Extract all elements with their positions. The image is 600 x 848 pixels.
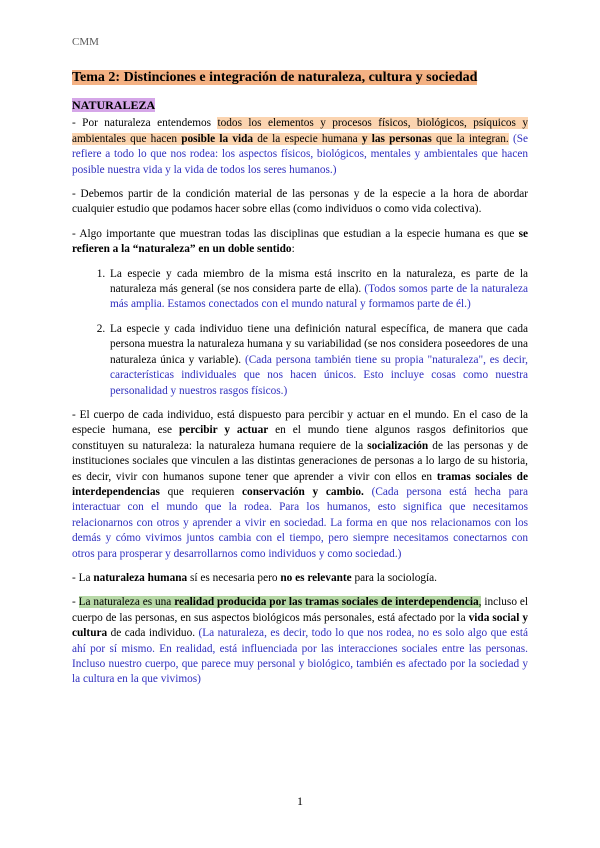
paragraph-definition: - Por naturaleza entendemos todos los elementos y procesos físicos, biológicos, psíquicos y ambientales que hacen posible la vida de la especie humana y las personas que la integran. (Se refiere a todo lo que nos rodea: los aspectos físicos, biológicos, mentales y ambientales que hacen posible nuestra vida y la vida de todos los seres humanos.) (72, 117, 529, 176)
page-number: 1 (297, 794, 303, 808)
paragraph-double-sense: - Algo importante que muestran todas las disciplinas que estudian a la especie humana es que se refieren a la “naturaleza” en un doble sentido: (72, 227, 528, 256)
paragraph-body-perception: - El cuerpo de cada individuo, está dispuesto para percibir y actuar en el mundo. En el caso de la especie humana, ese percibir y actuar en el mundo tiene algunos rasgos definitorios que constituyen su naturaleza: la naturaleza humana requiere de la socialización de las personas y de instituciones sociales que vinculen a las distintas generaciones de personas a lo largo de su historia, es decir, vivir con humanos supone tener que aprender a vivir con ellos en tramas sociales de interdependencias que requieren conservación y cambio. (Cada persona está hecha para interactuar con el mundo que la rodea. Para los humanos, esto significa que necesitamos relacionarnos con otros y aprender a vivir en sociedad. La forma en que nos relacionamos con los demás y cómo vivimos juntos cambia con el tiempo, pero siempre necesitamos conectarnos con otros para prosperar y desarrollarnos como individuos y como sociedad.) (72, 408, 529, 560)
section-heading: NATURALEZA (72, 98, 156, 112)
list-item: 2. La especie y cada individuo tiene una definición natural específica, de manera que cada persona muestra la naturaleza humana y su variabilidad (se nos considera poseedores de una naturaleza única y variable). (Cada persona también tiene su propia "naturaleza", es decir, características individuales que nos hacen únicos. Esto incluye cosas como nuestra personalidad y nuestros rasgos físicos.) (108, 322, 528, 399)
list-item: 1. La especie y cada miembro de la misma está inscrito en la naturaleza, es parte de la naturaleza más general (se nos considera parte de ella). (Todos somos parte de la naturaleza más amplia. Estamos conectados con el mundo natural y formamos parte de él.) (108, 267, 528, 313)
paragraph-material-condition: - Debemos partir de la condición material de las personas y de la especie a la hora de abordar cualquier estudio que podamos hacer sobre ellas (como individuos o como vida colectiva). (72, 188, 528, 216)
numbered-list (72, 267, 528, 399)
page-title: Tema 2: Distinciones e integración de naturaleza, cultura y sociedad (72, 70, 478, 85)
paragraph-social-reality: - La naturaleza es una realidad producida por las tramas sociales de interdependencia, incluso el cuerpo de las personas, en sus aspectos biológicos más personales, está afectado por la vida social y cultura de cada individuo. (La naturaleza, es decir, todo lo que nos rodea, no es solo algo que está ahí por sí mismo. En realidad, está influenciada por las interacciones sociales entre las personas. Incluso nuestro cuerpo, que parece muy personal y biológico, también es afectado por la sociedad y la cultura en la que vivimos) (72, 596, 529, 686)
page-header: CMM (72, 36, 99, 48)
paragraph-human-nature: - La naturaleza humana sí es necesaria pero no es relevante para la sociología. (72, 571, 437, 584)
document-body (72, 68, 528, 697)
